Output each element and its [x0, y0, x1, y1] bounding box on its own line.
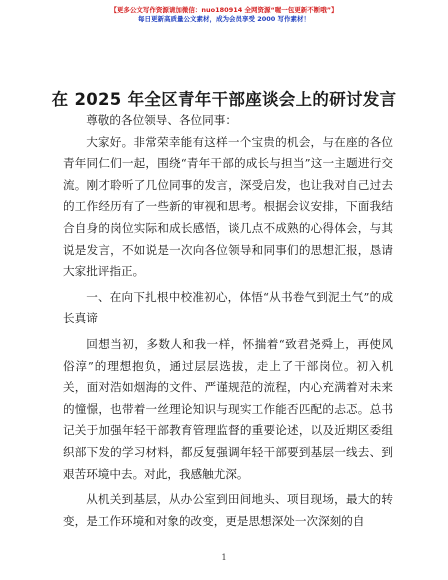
paragraph-intro: 大家好。非常荣幸能有这样一个宝贵的机会，与在座的各位青年同仁们一起，围绕“青年干部的成长与担当”这一主题进行交流。刚才聆听了几位同事的发言，深受启发，也让我对自己过去的工作经历有了一些新的审视和思考。根据会议安排，下面我结合自身的岗位实际和成长感悟，谈几点不成熟的心得体会，与其说是发言，不如说是一次向各位领导和同事们的思想汇报，恳请大家批评指正。	[63, 134, 393, 279]
banner-line-update: 每日更新高质量公文素材，成为会员享受 2000 写作素材！	[137, 15, 311, 23]
paragraph-body-2: 从机关到基层，从办公室到田间地头、项目现场，最大的转变，是工作环境和对象的改变，更是思想深处一次深刻的自	[63, 492, 393, 528]
document-title: 在 2025 年全区青年干部座谈会上的研讨发言	[51, 90, 397, 109]
page-number: 1	[221, 553, 227, 562]
document-body	[63, 110, 393, 532]
banner-line-promo: 【更多公文写作资源请加微信：nuo180914 全网资源“喔一包更新不断哦”】	[110, 6, 338, 14]
paragraph-body-1: 回想当初，多数人和我一样，怀揣着“致君尧舜上，再使风俗淳”的理想抱负，通过层层选拔，走上了干部岗位。初入机关，面对浩如烟海的文件、严谨规范的流程，内心充满着对未来的憧憬，也带着一丝理论知识与现实工作能否匹配的忐忑。总书记关于加强年轻干部教育管理监督的重要论述，以及近期区委组织部下发的学习材料，都反复强调年轻干部要到基层一线去、到艰苦环境中去。对此，我感触尤深。	[63, 336, 393, 481]
header-banner	[0, 6, 448, 24]
section-heading-1: 一、在向下扎根中校准初心，体悟“从书卷气到泥土气”的成长真谛	[63, 289, 393, 326]
salutation: 尊敬的各位领导、各位同事：	[86, 113, 237, 127]
